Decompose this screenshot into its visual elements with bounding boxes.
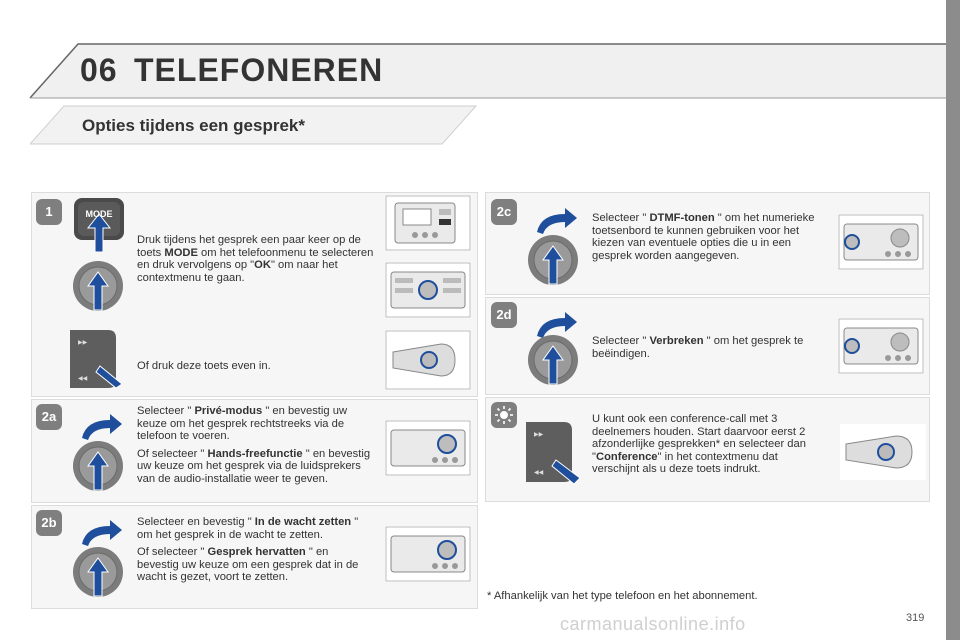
step-badge-2a: 2a	[36, 404, 62, 430]
conference-text: U kunt ook een conference-call met 3 deelnemers houden. Start daarvoor eerst 2 afzonderlijke gesprekken* en selecteer dan "Conference" in het contextmenu dat verschijnt als u deze toets indrukt.	[592, 413, 806, 476]
radio-knob-thumb-2c	[838, 214, 924, 270]
radio-panel-thumb	[385, 195, 471, 251]
stalk-thumb-conference	[840, 424, 926, 480]
step-2b-text: Selecteer en bevestig " In de wacht zetten " om het gesprek in de wacht te zetten. Of selecteer " Gesprek hervatten " en bevestig uw keuze om een gesprek dat in de wacht is gezet, voort te zetten.	[137, 516, 359, 584]
radio-knob-thumb	[385, 262, 471, 318]
steering-stalk-icon	[64, 326, 124, 390]
step-1-text: Druk tijdens het gesprek een paar keer op de toets MODE om het telefoonmenu te selecteren en druk vervolgens op "OK" om naar het contextmenu te gaan.	[137, 234, 374, 284]
section-title: Opties tijdens een gesprek*	[82, 116, 305, 135]
step-badge-1: 1	[36, 199, 62, 225]
svg-text:▶▶: ▶▶	[78, 340, 88, 346]
watermark: carmanualsonline.info	[560, 614, 746, 634]
chapter-side-strip	[946, 0, 960, 640]
radio-knob-thumb-2b	[385, 526, 471, 582]
ok-knob-press-icon-2a	[70, 438, 126, 494]
steering-stalk-icon-conference	[520, 418, 582, 486]
step-badge-2c: 2c	[491, 199, 517, 225]
ok-knob-press-icon-2c	[525, 232, 581, 288]
ok-knob-press-icon-2d	[525, 332, 581, 388]
chapter-title: TELEFONEREN	[134, 52, 384, 88]
stalk-thumb	[385, 330, 471, 390]
radio-knob-thumb-2a	[385, 420, 471, 476]
svg-text:▶▶: ▶▶	[534, 432, 544, 438]
page-number: 319	[906, 612, 925, 624]
step-1-alt-text: Of druk deze toets even in.	[137, 360, 271, 372]
light-bulb-icon	[491, 402, 517, 428]
ok-knob-press-icon-2b	[70, 544, 126, 600]
chapter-number: 06	[80, 52, 118, 88]
mode-key-label: MODE	[85, 209, 113, 219]
step-2d-text: Selecteer " Verbreken " om het gesprek te beëindigen.	[592, 335, 804, 360]
step-badge-2d: 2d	[491, 302, 517, 328]
step-badge-2b: 2b	[36, 510, 62, 536]
footnote: * Afhankelijk van het type telefoon en het abonnement.	[487, 590, 758, 602]
step-2c-text: Selecteer " DTMF-tonen " om het numerieke toetsenbord te kunnen gebruiken voor het kiezen van eventuele opties die u in een gesprek worden aangegeven.	[592, 212, 815, 262]
mode-key-icon	[70, 196, 128, 254]
ok-knob-press-icon	[70, 258, 126, 314]
radio-knob-thumb-2d	[838, 318, 924, 374]
svg-text:◀◀: ◀◀	[78, 376, 88, 382]
step-2a-text: Selecteer " Privé-modus " en bevestig uw keuze om het gesprek rechtstreeks via de telefoon te voeren. Of selecteer " Hands-freefunctie " en bevestig uw keuze om het gesprek via de luidsprekers van de audio-installatie weer te geven.	[137, 405, 371, 485]
svg-text:◀◀: ◀◀	[534, 470, 544, 476]
